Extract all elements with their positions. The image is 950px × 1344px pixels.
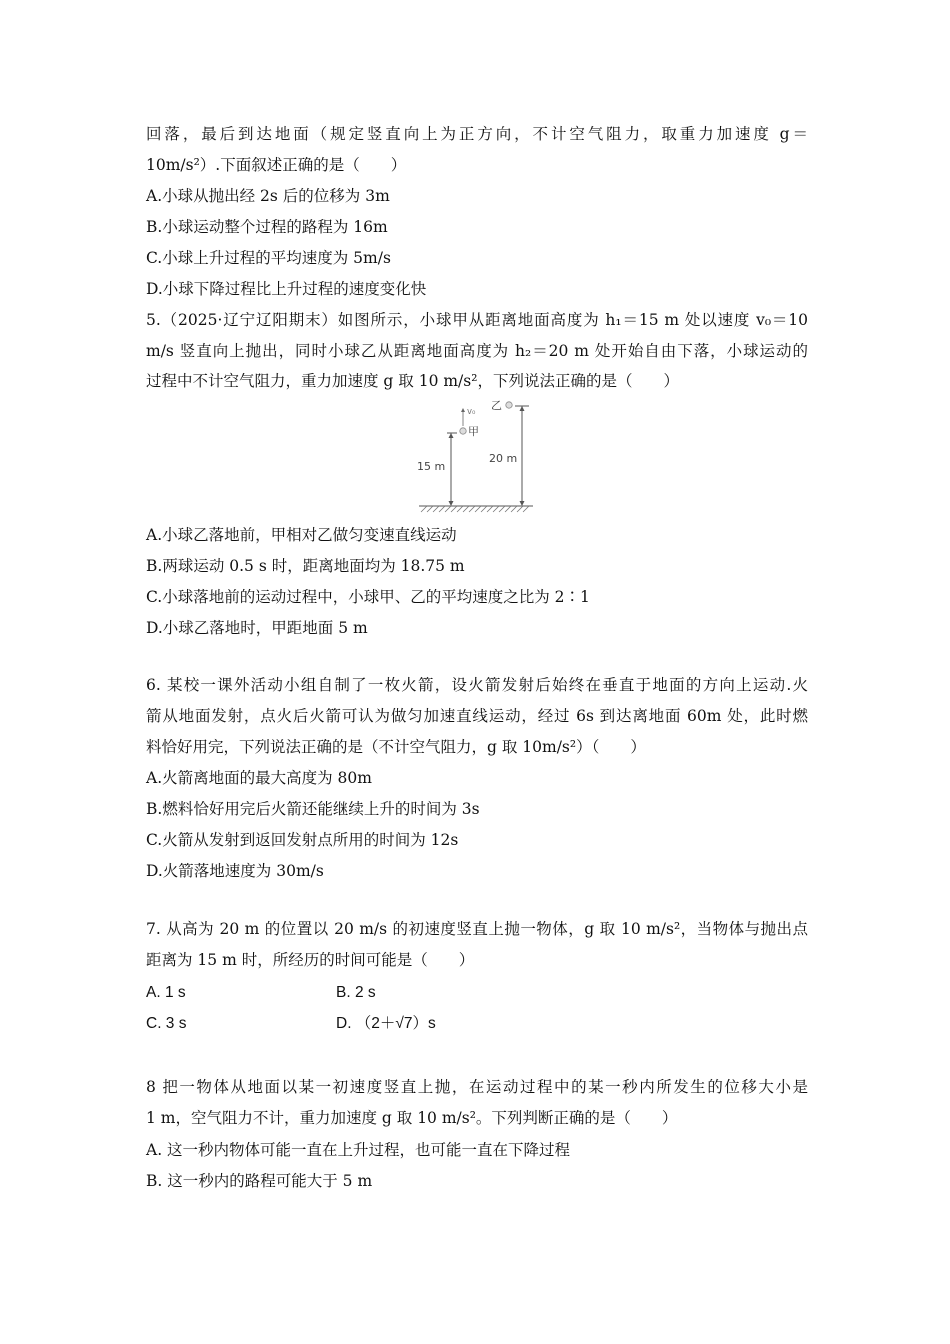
q7-stem-line-1: 7. 从高为 20 m 的位置以 20 m/s 的初速度竖直上抛一物体，g 取 10 m/s²，当物体与抛出点 [146, 920, 808, 938]
q8-stem-line-2: 1 m，空气阻力不计，重力加速度 g 取 10 m/s²。下列判断正确的是（ ） [146, 1109, 678, 1127]
q6-option-c: C.火箭从发射到返回发射点所用的时间为 12s [146, 831, 459, 849]
q4-stem-line-1: 回落，最后到达地面（规定竖直向上为正方向，不计空气阻力，取重力加速度 g＝ [146, 125, 808, 143]
q6-stem-line-2: 箭从地面发射，点火后火箭可认为做匀加速直线运动，经过 6s 到达离地面 60m 处，此时燃 [146, 707, 808, 725]
q6-stem-line-3: 料恰好用完，下列说法正确的是（不计空气阻力，g 取 10m/s²）（ ） [146, 738, 646, 756]
q5-stem-line-1: 5.（2025·辽宁辽阳期末）如图所示，小球甲从距离地面高度为 h₁＝15 m 处以速度 v₀＝10 [146, 311, 808, 329]
q7-stem-line-2: 距离为 15 m 时，所经历的时间可能是（ ） [146, 951, 475, 969]
yi-label: 乙 [491, 399, 502, 412]
q6-stem-line-1: 6. 某校一课外活动小组自制了一枚火箭，设火箭发射后始终在垂直于地面的方向上运动.火 [146, 676, 808, 694]
q5-option-c: C.小球落地前的运动过程中，小球甲、乙的平均速度之比为 2∶1 [146, 588, 590, 606]
q7-option-c: C. 3 s [146, 1015, 187, 1032]
q4-option-c: C.小球上升过程的平均速度为 5m/s [146, 249, 391, 267]
q5-option-d: D.小球乙落地时，甲距地面 5 m [146, 619, 368, 637]
q4-option-a: A.小球从抛出经 2s 后的位移为 3m [146, 187, 390, 205]
jia-label: 甲 [468, 425, 479, 438]
q5-option-b: B.两球运动 0.5 s 时，距离地面均为 18.75 m [146, 557, 465, 575]
q7-option-a: A. 1 s [146, 984, 186, 1001]
q5-figure-diagram [405, 396, 545, 514]
q5-option-a: A.小球乙落地前，甲相对乙做匀变速直线运动 [146, 526, 457, 544]
q7-option-b: B. 2 s [336, 984, 376, 1001]
q4-stem-line-2: 10m/s²）.下面叙述正确的是（ ） [146, 156, 407, 174]
v0-label: v₀ [467, 407, 476, 417]
q6-option-b: B.燃料恰好用完后火箭还能继续上升的时间为 3s [146, 800, 480, 818]
q8-option-a: A. 这一秒内物体可能一直在上升过程，也可能一直在下降过程 [146, 1141, 571, 1159]
q7-option-d: D. （2＋√7）s [336, 1015, 436, 1032]
q8-stem-line-1: 8 把一物体从地面以某一初速度竖直上抛，在运动过程中的某一秒内所发生的位移大小是 [146, 1078, 808, 1096]
q6-option-d: D.火箭落地速度为 30m/s [146, 862, 324, 880]
q8-option-b: B. 这一秒内的路程可能大于 5 m [146, 1172, 373, 1190]
h1-label: 15 m [417, 460, 446, 473]
q4-option-b: B.小球运动整个过程的路程为 16m [146, 218, 388, 236]
q5-stem-line-2: m/s 竖直向上抛出，同时小球乙从距离地面高度为 h₂＝20 m 处开始自由下落，小球运动的 [146, 342, 808, 360]
q5-stem-line-3: 过程中不计空气阻力，重力加速度 g 取 10 m/s²，下列说法正确的是（ ） [146, 372, 679, 390]
h2-label: 20 m [489, 452, 518, 465]
q4-option-d: D.小球下降过程比上升过程的速度变化快 [146, 280, 427, 298]
q6-option-a: A.火箭离地面的最大高度为 80m [146, 769, 372, 787]
